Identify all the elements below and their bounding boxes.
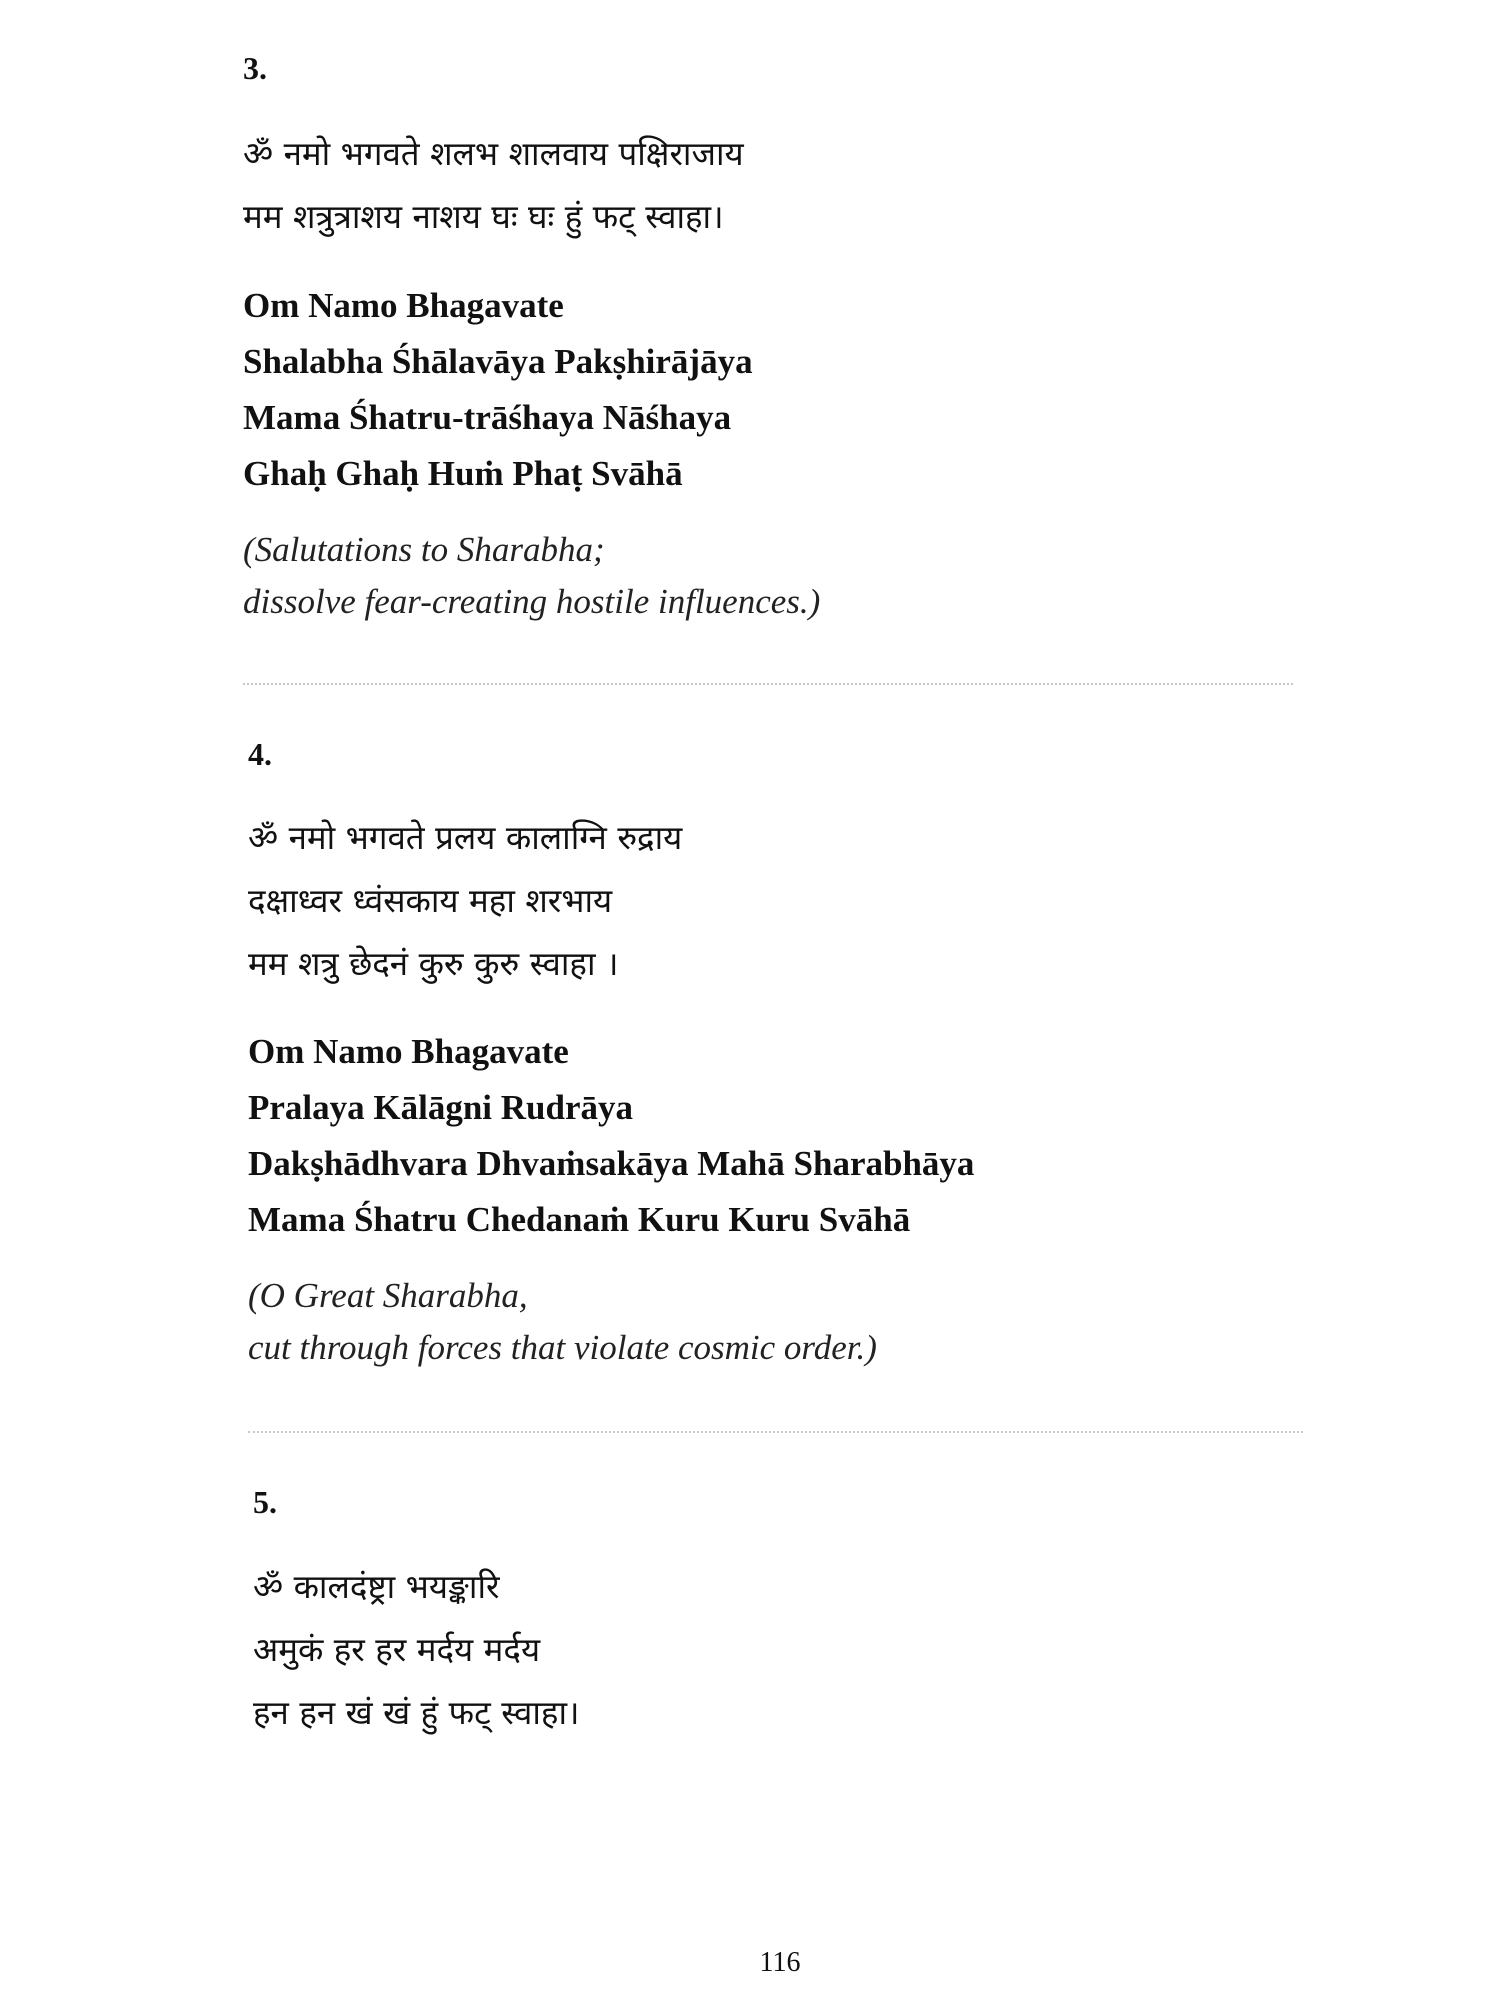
transliteration-line: Om Namo Bhagavate (248, 1032, 569, 1071)
transliteration-line: Pralaya Kālāgni Rudrāya (248, 1088, 634, 1127)
section-divider (248, 1431, 1303, 1433)
sanskrit-line: मम शत्रु छेदनं कुरु कुरु स्वाहा । (248, 944, 619, 983)
sanskrit-line: दक्षाध्वर ध्वंसकाय महा शरभाय (248, 881, 613, 920)
sanskrit-line: ॐ नमो भगवते प्रलय कालाग्नि रुद्राय (248, 818, 683, 857)
transliteration-line: Ghaḥ Ghaḥ Huṁ Phaṭ Svāhā (243, 454, 683, 493)
meaning-line: cut through forces that violate cosmic order.) (248, 1328, 877, 1367)
section-divider (243, 683, 1293, 685)
transliteration-line: Om Namo Bhagavate (243, 286, 564, 325)
transliteration-line: Mama Śhatru Chedanaṁ Kuru Kuru Svāhā (248, 1200, 911, 1239)
meaning-line: (O Great Sharabha, (248, 1276, 528, 1315)
section-4-number: 4. (248, 736, 272, 772)
page-number: 116 (759, 1947, 801, 1978)
sanskrit-line: मम शत्रुत्राशय नाशय घः घः हुं फट् स्वाहा। (243, 197, 724, 236)
sanskrit-line: अमुकं हर हर मर्दय मर्दय (253, 1630, 541, 1669)
section-3-transliteration (243, 278, 753, 502)
section-4-transliteration (248, 1024, 974, 1248)
section-4-sanskrit (248, 806, 682, 995)
sanskrit-line: ॐ कालदंष्ट्रा भयङ्कारि (253, 1567, 500, 1606)
transliteration-line: Dakṣhādhvara Dhvaṁsakāya Mahā Sharabhāya (248, 1144, 975, 1183)
section-5-number: 5. (253, 1484, 277, 1520)
meaning-line: (Salutations to Sharabha; (243, 530, 605, 569)
section-5-sanskrit (253, 1555, 580, 1744)
sanskrit-line: हन हन खं खं हुं फट् स्वाहा। (253, 1693, 580, 1732)
transliteration-line: Mama Śhatru-trāśhaya Nāśhaya (243, 398, 732, 437)
section-3-sanskrit (243, 122, 744, 248)
section-4-meaning (248, 1270, 877, 1374)
meaning-line: dissolve fear-creating hostile influences.) (243, 582, 821, 621)
transliteration-line: Shalabha Śhālavāya Pakṣhirājāya (243, 342, 753, 381)
sanskrit-line: ॐ नमो भगवते शलभ शालवाय पक्षिराजाय (243, 134, 744, 173)
section-3-number: 3. (243, 50, 267, 86)
section-3-meaning (243, 524, 820, 628)
